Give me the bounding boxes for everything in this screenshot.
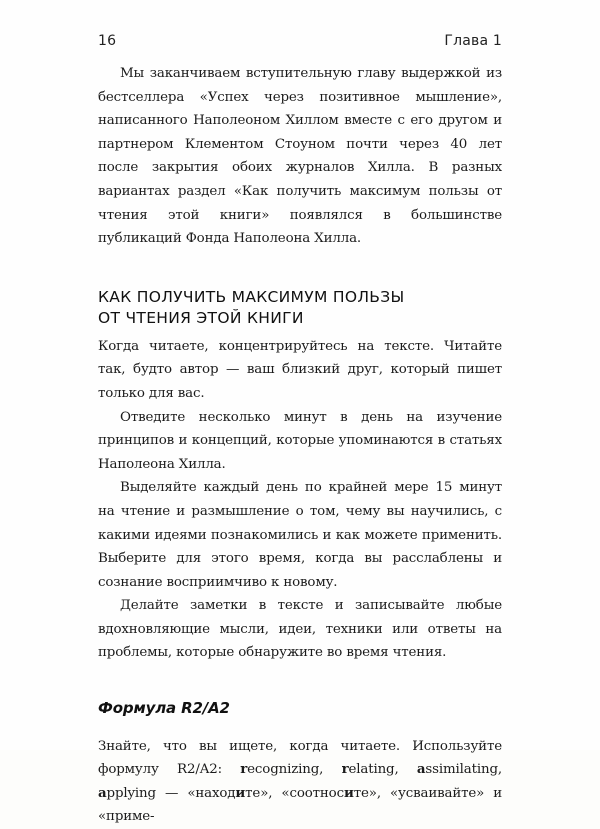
ru-term-1-a: «наход — [187, 785, 236, 801]
chapter-label: Глава 1 — [444, 33, 502, 49]
paragraph-3: Выделяйте каждый день по крайней мере 15 минут на чтение и размышление о том, чему вы научились, с какими идеями познакомились и как можете применить. Выберите для этого время, когда вы расслаблены и сознание восприимчиво к новому. — [98, 480, 502, 590]
section-title — [98, 287, 502, 329]
ru-term-2-b: и — [343, 784, 354, 801]
ru-term-1-c: те» — [245, 785, 269, 801]
ru-term-2-a: «соотнос — [281, 785, 344, 801]
page-content — [98, 62, 502, 829]
term-3-initial: a — [416, 761, 426, 778]
ru-term-2-c: те» — [353, 785, 377, 801]
ru-term-1-b: и — [235, 784, 246, 801]
term-3-rest: ssimilating — [425, 762, 498, 778]
paragraph-2: Отведите несколько минут в день на изучение принципов и концепций, которые упоминаются в статьях Наполеона Хилла. — [98, 409, 502, 472]
formula-text-end: и «приме- — [98, 785, 503, 825]
term-4-rest: pplying — [106, 785, 156, 801]
paragraph-1: Когда читаете, концентрируйтесь на тексте. Читайте так, будто автор — ваш близкий друг, который пишет только для вас. — [98, 338, 502, 401]
term-1-initial: r — [240, 761, 248, 778]
section-title-line-2: ОТ ЧТЕНИЯ ЭТОЙ КНИГИ — [98, 308, 304, 327]
term-4-initial: a — [98, 784, 107, 801]
intro-paragraph: Мы заканчиваем вступительную главу выдержкой из бестселлера «Успех через позитивное мышление», написанного Наполеоном Хиллом вместе с его другом и партнером Клементом Стоуном почти через 40 лет после закрытия обоих журналов Хилла. В разных вариантах раздел «Как получить максимум пользы от чтения этой книги» появлялся в большинстве публикаций Фонда Наполеона Хилла. — [98, 66, 502, 247]
formula-dash: — — [155, 785, 179, 801]
paragraph-4: Делайте заметки в тексте и записывайте любые вдохновляющие мысли, идеи, техники или ответы на проблемы, которые обнаружите во время чтения. — [98, 598, 502, 661]
formula-text-start: Знайте, что вы ищете, когда читаете. Используйте формулу R2/A2: — [98, 738, 502, 778]
section-title-line-1: КАК ПОЛУЧИТЬ МАКСИМУМ ПОЛЬЗЫ — [98, 287, 405, 306]
page-header — [98, 33, 502, 49]
formula-title: Формула R2/A2 — [98, 699, 230, 718]
ru-term-3: «усваивайте» — [389, 785, 485, 801]
term-2-initial: r — [341, 761, 349, 778]
term-2-rest: elating — [348, 762, 395, 778]
page-number: 16 — [98, 33, 117, 49]
term-1-rest: ecognizing — [247, 762, 320, 778]
formula-paragraph: Знайте, что вы ищете, когда читаете. Используйте формулу R2/A2: recognizing, relating, assimilating, applying — «находите», «соотносите», «усваивайте» и «приме- — [98, 738, 503, 825]
